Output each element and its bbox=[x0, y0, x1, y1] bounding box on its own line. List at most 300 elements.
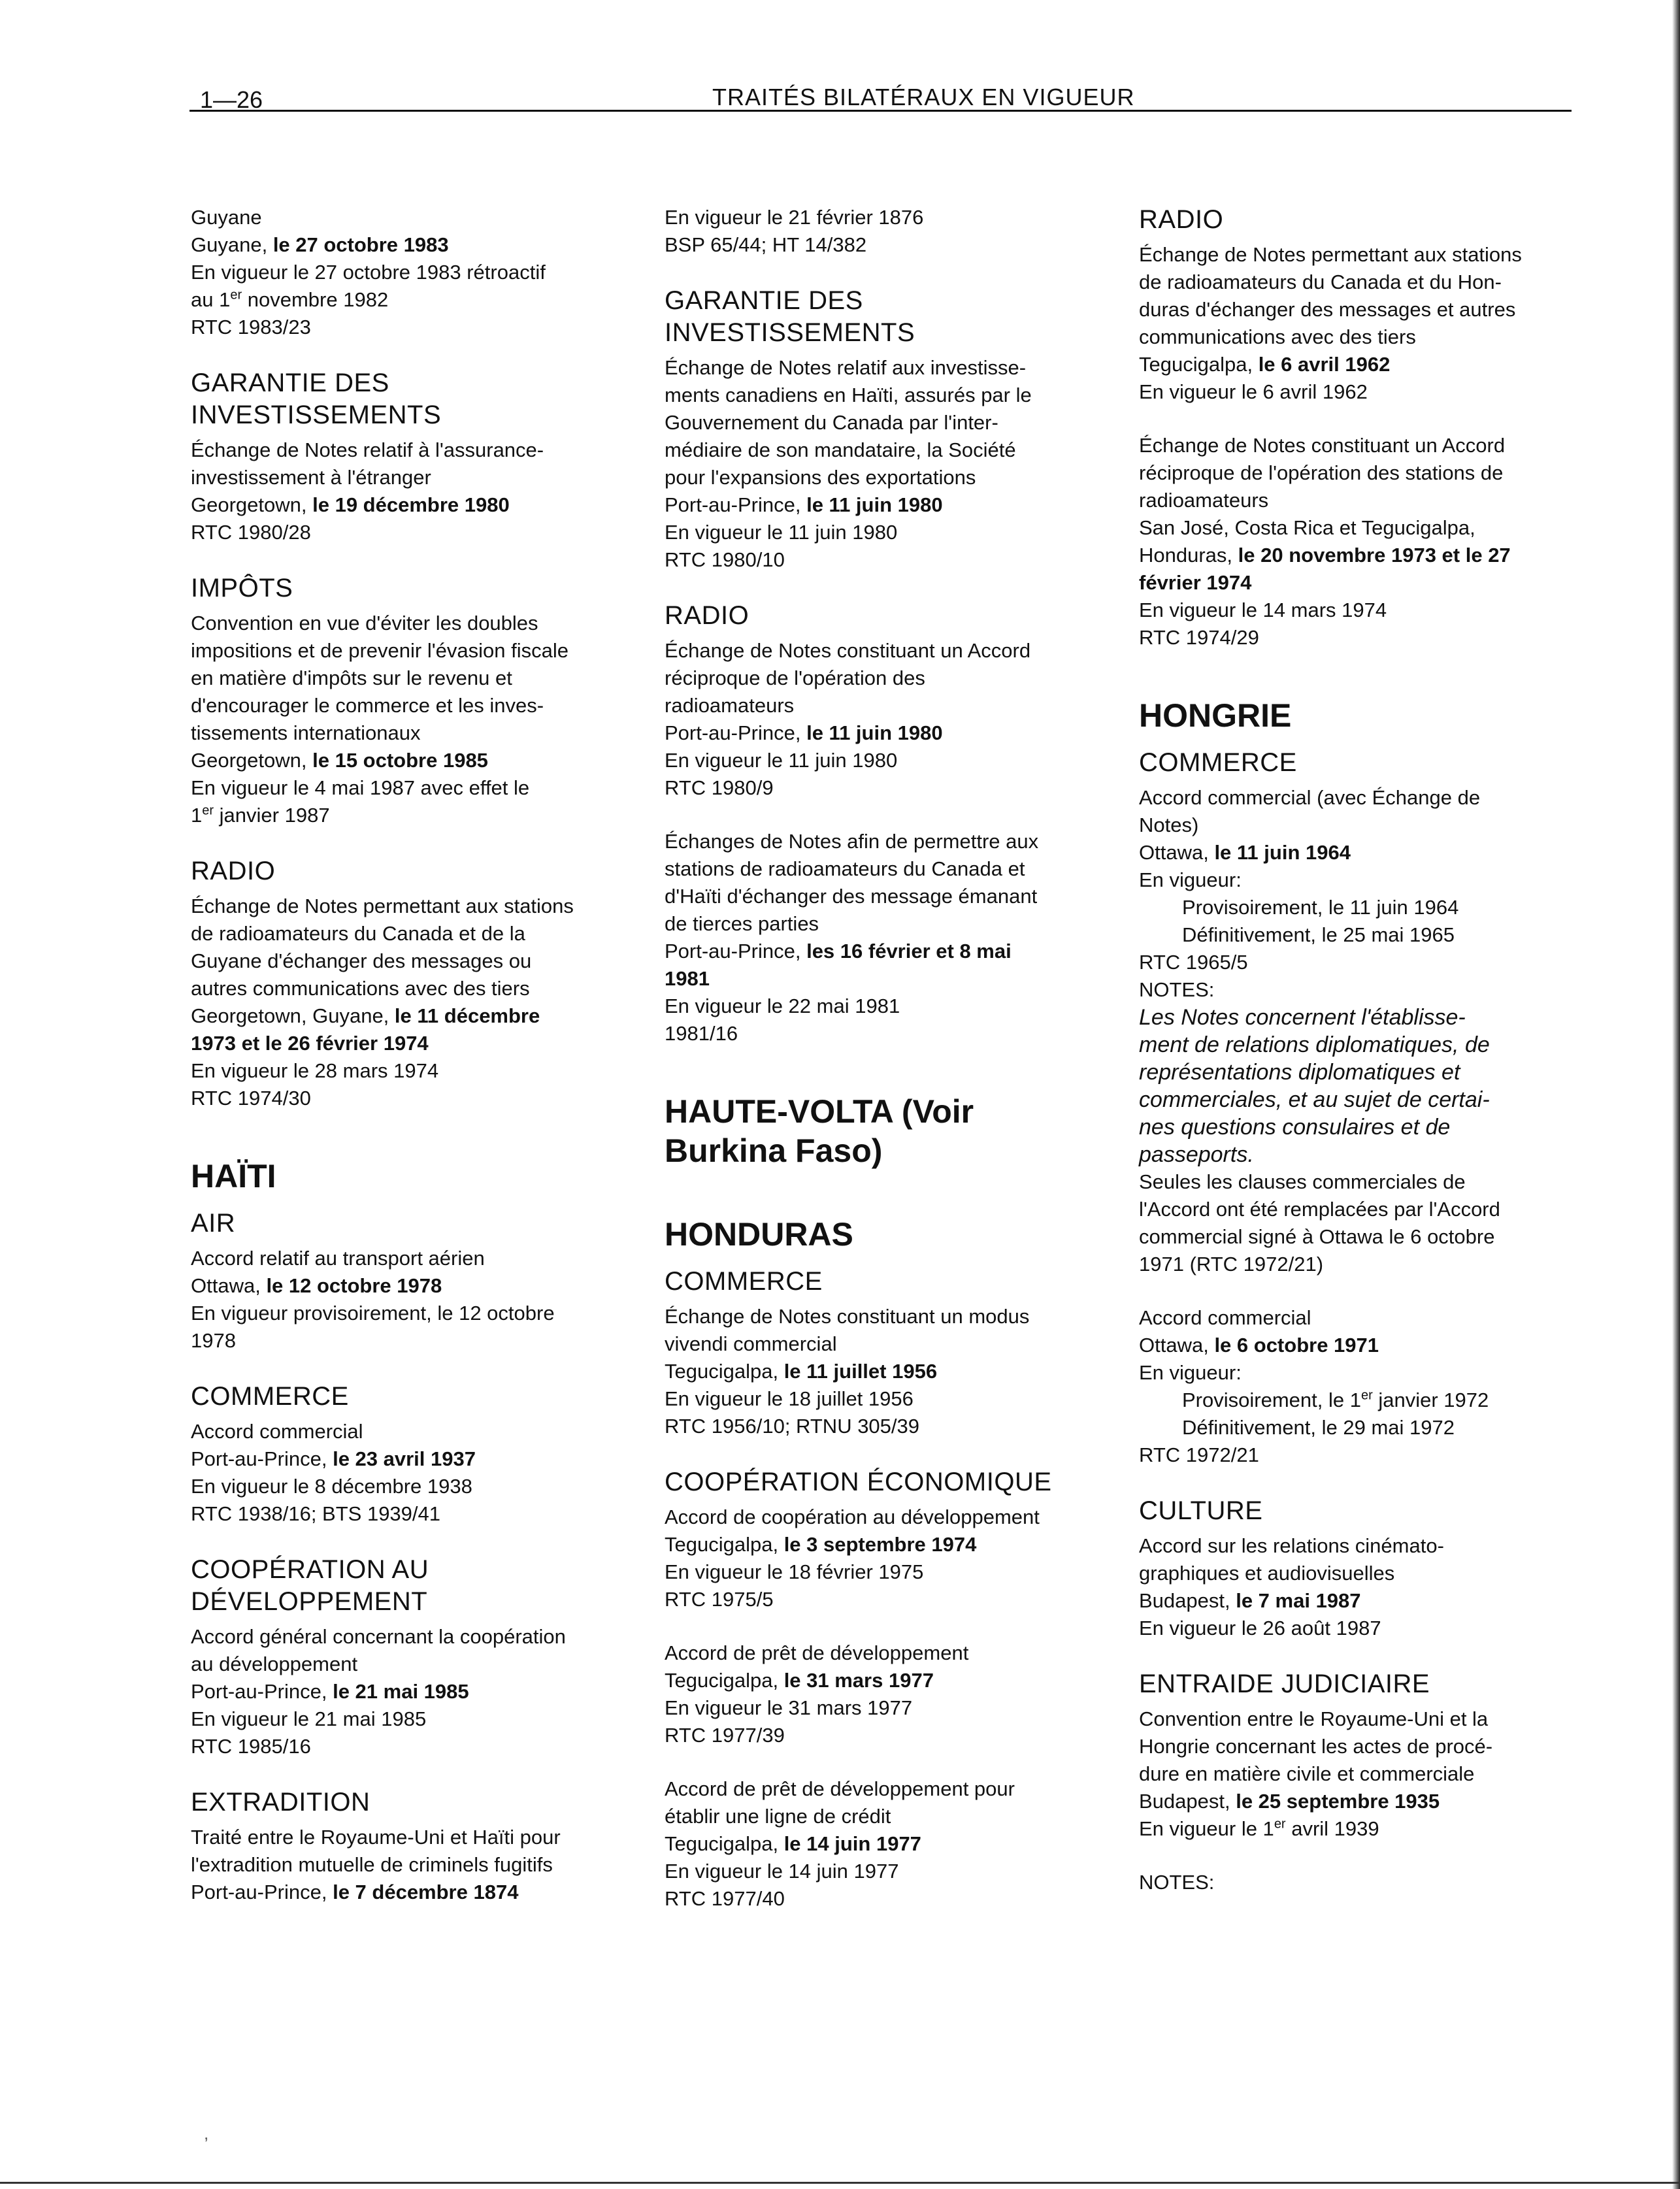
entry-line bbox=[1139, 1587, 1583, 1615]
entry-line bbox=[1139, 351, 1583, 378]
line-text: Accord commercial bbox=[191, 1420, 363, 1443]
entry-line bbox=[665, 204, 1115, 231]
entry-line bbox=[191, 491, 648, 519]
entry-line bbox=[1139, 569, 1583, 597]
entry-line bbox=[191, 464, 648, 491]
entry-line bbox=[191, 231, 648, 259]
line-text: En vigueur le 22 mai 1981 bbox=[665, 995, 900, 1017]
entry-line bbox=[191, 1473, 648, 1500]
entry-line bbox=[665, 665, 1115, 692]
entry-line bbox=[665, 1586, 1115, 1613]
line-text: Provisoirement, le 11 juin 1964 bbox=[1182, 896, 1459, 919]
line-text: Définitivement, le 25 mai 1965 bbox=[1182, 923, 1455, 946]
line-text: impositions et de prevenir l'évasion fiscale bbox=[191, 639, 568, 662]
section-heading bbox=[665, 600, 1115, 632]
treaty-date: le 21 mai 1985 bbox=[333, 1680, 469, 1703]
entry-line bbox=[1139, 1615, 1583, 1642]
treaty-entry bbox=[665, 204, 1115, 259]
entry-line bbox=[1139, 487, 1583, 514]
page-header bbox=[189, 84, 1572, 112]
treaty-date: le 20 novembre 1973 et le 27 bbox=[1238, 544, 1511, 567]
entry-line bbox=[665, 1413, 1115, 1440]
line-text: En vigueur le 28 mars 1974 bbox=[191, 1059, 439, 1082]
entry-line bbox=[665, 747, 1115, 774]
line-text: RTC 1980/9 bbox=[665, 776, 774, 799]
section-heading-line: GARANTIE DES bbox=[665, 286, 863, 315]
entry-line bbox=[1139, 812, 1583, 839]
line-text: ment de relations diplomatiques, de bbox=[1139, 1032, 1490, 1057]
entry-line bbox=[665, 828, 1115, 855]
line-text: Seules les clauses commerciales de bbox=[1139, 1170, 1466, 1193]
page-edge-shadow bbox=[1672, 0, 1680, 2189]
treaty-entry bbox=[191, 204, 648, 341]
treaty-date: le 7 mai 1987 bbox=[1236, 1589, 1361, 1612]
section-heading-line: IMPÔTS bbox=[191, 574, 293, 602]
entry-line bbox=[665, 883, 1115, 910]
margin-mark: , bbox=[204, 2124, 209, 2143]
section-heading bbox=[191, 367, 648, 431]
entry-line bbox=[1139, 624, 1583, 651]
line-text: Échange de Notes permettant aux stations bbox=[191, 895, 574, 917]
entry-line bbox=[1139, 894, 1583, 921]
line-text: En vigueur le 1 bbox=[1139, 1817, 1274, 1840]
line-text: Échange de Notes constituant un Accord bbox=[1139, 434, 1506, 457]
entry-line bbox=[665, 1504, 1115, 1531]
section-heading bbox=[191, 1554, 648, 1618]
ordinal-superscript: er bbox=[202, 803, 214, 818]
line-text: Tegucigalpa, bbox=[665, 1832, 784, 1855]
page-number: 1—26 bbox=[200, 86, 263, 113]
section-heading-line: EXTRADITION bbox=[191, 1788, 371, 1817]
treaty-entry bbox=[1139, 1532, 1583, 1642]
line-text: radioamateurs bbox=[665, 694, 795, 717]
entry-line bbox=[665, 910, 1115, 938]
line-text: Échange de Notes relatif aux investisse- bbox=[665, 356, 1027, 379]
line-text: Guyane bbox=[191, 206, 262, 229]
entry-line bbox=[665, 1775, 1115, 1803]
line-text: Port-au-Prince, bbox=[191, 1881, 333, 1903]
entry-line bbox=[1139, 459, 1583, 487]
line-text: Échanges de Notes afin de permettre aux bbox=[665, 830, 1039, 853]
entry-line bbox=[1139, 1113, 1583, 1141]
treaty-entry bbox=[665, 354, 1115, 574]
line-text: En vigueur: bbox=[1139, 1361, 1242, 1384]
entry-line bbox=[191, 1245, 648, 1272]
line-text: duras d'échanger des messages et autres bbox=[1139, 298, 1516, 321]
line-text: commerciales, et au sujet de certai- bbox=[1139, 1087, 1490, 1112]
entry-line bbox=[1139, 1332, 1583, 1359]
section-heading bbox=[665, 1466, 1115, 1498]
treaty-date: le 3 septembre 1974 bbox=[783, 1533, 977, 1556]
line-text: Échange de Notes relatif à l'assurance- bbox=[191, 438, 544, 461]
treaty-entry bbox=[1139, 784, 1583, 1278]
country-heading-line: HONDURAS bbox=[665, 1216, 853, 1253]
treaty-entry bbox=[191, 1418, 648, 1528]
treaty-date: le 31 mars 1977 bbox=[783, 1669, 934, 1692]
treaty-entry bbox=[665, 1504, 1115, 1613]
entry-line bbox=[665, 409, 1115, 436]
entry-line bbox=[665, 1020, 1115, 1047]
line-text: radioamateurs bbox=[1139, 489, 1269, 512]
treaty-entry bbox=[1139, 1304, 1583, 1469]
line-text: l'extradition mutuelle de criminels fugitifs bbox=[191, 1853, 553, 1876]
treaty-date: le 14 juin 1977 bbox=[783, 1832, 921, 1855]
entry-line bbox=[1139, 1223, 1583, 1251]
line-text: RTC 1974/30 bbox=[191, 1087, 311, 1110]
line-text: Accord de prêt de développement pour bbox=[665, 1777, 1015, 1800]
line-text: stations de radioamateurs du Canada et bbox=[665, 857, 1025, 880]
line-text: nes questions consulaires et de bbox=[1139, 1115, 1451, 1140]
section-heading bbox=[665, 1266, 1115, 1298]
entry-line bbox=[665, 855, 1115, 883]
line-text: En vigueur le 21 mai 1985 bbox=[191, 1707, 427, 1730]
line-text: En vigueur le 6 avril 1962 bbox=[1139, 380, 1368, 403]
line-text: d'Haïti d'échanger des message émanant bbox=[665, 885, 1038, 908]
entry-line bbox=[665, 1667, 1115, 1694]
line-text: Échange de Notes constituant un Accord bbox=[665, 639, 1031, 662]
line-text: En vigueur le 11 juin 1980 bbox=[665, 749, 898, 772]
section-heading bbox=[191, 855, 648, 887]
section-heading-line: COOPÉRATION ÉCONOMIQUE bbox=[665, 1468, 1052, 1496]
line-text: En vigueur le 4 mai 1987 avec effet le bbox=[191, 776, 530, 799]
entry-line bbox=[191, 920, 648, 947]
entry-line bbox=[1139, 296, 1583, 323]
entry-line bbox=[1139, 1196, 1583, 1223]
line-text: établir une ligne de crédit bbox=[665, 1805, 891, 1828]
line-text: RTC 1956/10; RTNU 305/39 bbox=[665, 1415, 920, 1438]
treaty-entry bbox=[191, 1623, 648, 1760]
entry-line bbox=[665, 464, 1115, 491]
treaty-date: le 7 décembre 1874 bbox=[333, 1881, 519, 1903]
entry-line bbox=[1139, 241, 1583, 269]
entry-line bbox=[1139, 1304, 1583, 1332]
line-text: de radioamateurs du Canada et du Hon- bbox=[1139, 271, 1502, 293]
entry-line bbox=[191, 610, 648, 637]
line-text: ments canadiens en Haïti, assurés par le bbox=[665, 384, 1032, 406]
line-text: autres communications avec des tiers bbox=[191, 977, 530, 1000]
entry-line bbox=[665, 1358, 1115, 1385]
entry-line bbox=[1139, 1441, 1583, 1469]
entry-line bbox=[1139, 514, 1583, 542]
country-heading bbox=[191, 1157, 648, 1196]
entry-line bbox=[665, 1639, 1115, 1667]
line-text: Georgetown, Guyane, bbox=[191, 1004, 395, 1027]
entry-line bbox=[665, 1694, 1115, 1722]
entry-line bbox=[1139, 839, 1583, 866]
entry-line bbox=[665, 546, 1115, 574]
entry-line bbox=[191, 1705, 648, 1733]
ordinal-superscript: er bbox=[230, 288, 242, 303]
country-heading-line: HONGRIE bbox=[1139, 697, 1292, 734]
line-text: RTC 1980/10 bbox=[665, 548, 785, 571]
line-text: réciproque de l'opération des stations de bbox=[1139, 461, 1504, 484]
treaty-date: 1973 et le 26 février 1974 bbox=[191, 1032, 429, 1055]
treaty-entry bbox=[191, 436, 648, 546]
entry-line bbox=[191, 1002, 648, 1030]
treaty-date: février 1974 bbox=[1139, 571, 1252, 594]
section-heading bbox=[1139, 747, 1583, 779]
entry-line bbox=[1139, 378, 1583, 406]
line-text: Georgetown, bbox=[191, 493, 313, 516]
line-text: d'encourager le commerce et les inves- bbox=[191, 694, 544, 717]
section-heading bbox=[191, 1381, 648, 1413]
entry-line bbox=[1139, 1815, 1583, 1843]
section-heading-line: INVESTISSEMENTS bbox=[191, 401, 442, 429]
line-text: passeports. bbox=[1139, 1142, 1254, 1167]
entry-line bbox=[665, 1803, 1115, 1830]
entry-line bbox=[191, 1085, 648, 1112]
treaty-date: le 11 décembre bbox=[394, 1004, 540, 1027]
entry-line bbox=[191, 692, 648, 719]
line-text: Accord de coopération au développement bbox=[665, 1506, 1040, 1528]
line-text: RTC 1977/40 bbox=[665, 1887, 785, 1910]
line-text: Les Notes concernent l'établisse- bbox=[1139, 1005, 1466, 1030]
line-text: Échange de Notes constituant un modus bbox=[665, 1305, 1030, 1328]
section-heading bbox=[191, 572, 648, 604]
line-text: Port-au-Prince, bbox=[191, 1680, 333, 1703]
treaty-entry bbox=[665, 1303, 1115, 1440]
treaty-date: les 16 février et 8 mai bbox=[806, 940, 1012, 963]
entry-line bbox=[1139, 921, 1583, 949]
line-text: RTC 1938/16; BTS 1939/41 bbox=[191, 1502, 441, 1525]
line-text: 1971 (RTC 1972/21) bbox=[1139, 1253, 1324, 1276]
country-heading bbox=[1139, 696, 1583, 735]
treaty-entry bbox=[191, 1245, 648, 1355]
treaty-date: le 19 décembre 1980 bbox=[312, 493, 510, 516]
line-text: NOTES: bbox=[1139, 978, 1215, 1001]
section-heading-line: GARANTIE DES bbox=[191, 369, 389, 397]
line-text: RTC 1985/16 bbox=[191, 1735, 311, 1758]
entry-line bbox=[1139, 1733, 1583, 1760]
entry-line bbox=[191, 1623, 648, 1651]
line-text: pour l'expansions des exportations bbox=[665, 466, 976, 489]
section-heading-line: COOPÉRATION AU bbox=[191, 1555, 429, 1584]
entry-line bbox=[665, 436, 1115, 464]
treaty-date: le 23 avril 1937 bbox=[333, 1447, 476, 1470]
line-text: Budapest, bbox=[1139, 1589, 1236, 1612]
line-text: au 1 bbox=[191, 288, 231, 311]
treaty-entry bbox=[1139, 1705, 1583, 1843]
section-heading bbox=[665, 285, 1115, 349]
treaty-entry bbox=[1139, 1869, 1583, 1896]
line-text: Convention en vue d'éviter les doubles bbox=[191, 612, 538, 634]
line-text: En vigueur provisoirement, le 12 octobre bbox=[191, 1302, 555, 1325]
treaty-date: le 11 juin 1980 bbox=[806, 493, 943, 516]
entry-line bbox=[665, 1385, 1115, 1413]
line-text: tissements internationaux bbox=[191, 721, 421, 744]
line-text: commercial signé à Ottawa le 6 octobre bbox=[1139, 1225, 1495, 1248]
entry-line bbox=[1139, 1788, 1583, 1815]
line-text: janvier 1972 bbox=[1372, 1389, 1489, 1411]
section-heading-line: INVESTISSEMENTS bbox=[665, 318, 915, 347]
entry-line bbox=[191, 802, 648, 829]
entry-line bbox=[191, 1418, 648, 1445]
country-heading bbox=[665, 1215, 1115, 1254]
entry-line bbox=[1139, 976, 1583, 1004]
line-text: En vigueur le 18 juillet 1956 bbox=[665, 1387, 914, 1410]
entry-line bbox=[665, 1830, 1115, 1858]
entry-line bbox=[191, 1445, 648, 1473]
bottom-rule bbox=[0, 2182, 1680, 2184]
country-heading-line: HAÏTI bbox=[191, 1158, 276, 1194]
entry-line bbox=[1139, 1059, 1583, 1086]
line-text: Tegucigalpa, bbox=[1139, 353, 1259, 376]
line-text: Définitivement, le 29 mai 1972 bbox=[1182, 1416, 1455, 1439]
entry-line bbox=[1139, 866, 1583, 894]
entry-line bbox=[665, 637, 1115, 665]
line-text: de tierces parties bbox=[665, 912, 819, 935]
line-text: En vigueur le 14 juin 1977 bbox=[665, 1860, 899, 1883]
line-text: En vigueur le 26 août 1987 bbox=[1139, 1617, 1381, 1639]
line-text: En vigueur: bbox=[1139, 868, 1242, 891]
line-text: réciproque de l'opération des bbox=[665, 667, 925, 689]
column-2 bbox=[665, 204, 1115, 1939]
line-text: au développement bbox=[191, 1653, 358, 1675]
section-heading bbox=[1139, 1668, 1583, 1700]
treaty-date: le 11 juillet 1956 bbox=[783, 1360, 938, 1383]
line-text: graphiques et audiovisuelles bbox=[1139, 1562, 1395, 1585]
line-text: médiaire de son mandataire, la Société bbox=[665, 438, 1016, 461]
line-text: avril 1939 bbox=[1285, 1817, 1379, 1840]
line-text: Ottawa, bbox=[1139, 1334, 1215, 1357]
line-text: vivendi commercial bbox=[665, 1332, 837, 1355]
treaty-date: le 25 septembre 1935 bbox=[1236, 1790, 1440, 1813]
line-text: l'Accord ont été remplacées par l'Accord bbox=[1139, 1198, 1500, 1221]
treaty-date: le 6 octobre 1971 bbox=[1214, 1334, 1379, 1357]
section-heading bbox=[191, 1208, 648, 1240]
section-heading-line: RADIO bbox=[191, 857, 276, 885]
entry-line bbox=[665, 1303, 1115, 1330]
line-text: Tegucigalpa, bbox=[665, 1669, 784, 1692]
treaty-date: le 15 octobre 1985 bbox=[312, 749, 488, 772]
line-text: novembre 1982 bbox=[242, 288, 389, 311]
country-heading-line: Burkina Faso) bbox=[665, 1132, 883, 1169]
entry-line bbox=[665, 354, 1115, 382]
entry-line bbox=[191, 204, 648, 231]
line-text: Gouvernement du Canada par l'inter- bbox=[665, 411, 998, 434]
treaty-date: le 11 juin 1964 bbox=[1214, 841, 1351, 864]
entry-line bbox=[191, 719, 648, 747]
entry-line bbox=[665, 1858, 1115, 1885]
entry-line bbox=[1139, 1141, 1583, 1168]
entry-line bbox=[1139, 269, 1583, 296]
line-text: Accord commercial (avec Échange de bbox=[1139, 786, 1481, 809]
treaty-entry bbox=[665, 828, 1115, 1047]
entry-line bbox=[191, 1300, 648, 1327]
entry-line bbox=[191, 975, 648, 1002]
section-heading-line: ENTRAIDE JUDICIAIRE bbox=[1139, 1670, 1430, 1698]
ordinal-superscript: er bbox=[1274, 1817, 1286, 1832]
section-heading-line: COMMERCE bbox=[665, 1267, 823, 1296]
entry-line bbox=[191, 1272, 648, 1300]
line-text: investissement à l'étranger bbox=[191, 466, 431, 489]
line-text: San José, Costa Rica et Tegucigalpa, bbox=[1139, 516, 1475, 539]
entry-line bbox=[191, 1500, 648, 1528]
line-text: Port-au-Prince, bbox=[665, 721, 807, 744]
country-heading-line: HAUTE-VOLTA (Voir bbox=[665, 1093, 974, 1130]
entry-line bbox=[191, 774, 648, 802]
entry-line bbox=[191, 1057, 648, 1085]
ordinal-superscript: er bbox=[1360, 1388, 1373, 1403]
treaty-entry bbox=[665, 637, 1115, 802]
section-heading-line: DÉVELOPPEMENT bbox=[191, 1587, 428, 1616]
line-text: Accord relatif au transport aérien bbox=[191, 1247, 485, 1270]
line-text: de radioamateurs du Canada et de la bbox=[191, 922, 525, 945]
line-text: RTC 1975/5 bbox=[665, 1588, 774, 1611]
section-heading-line: RADIO bbox=[665, 601, 749, 630]
entry-line bbox=[1139, 1168, 1583, 1196]
entry-line bbox=[665, 231, 1115, 259]
entry-line bbox=[1139, 432, 1583, 459]
line-text: Ottawa, bbox=[191, 1274, 267, 1297]
entry-line bbox=[665, 491, 1115, 519]
line-text: Tegucigalpa, bbox=[665, 1360, 784, 1383]
country-heading bbox=[665, 1092, 1115, 1170]
line-text: 1978 bbox=[191, 1329, 236, 1352]
line-text: En vigueur le 31 mars 1977 bbox=[665, 1696, 913, 1719]
line-text: Notes) bbox=[1139, 814, 1199, 836]
line-text: En vigueur le 11 juin 1980 bbox=[665, 521, 898, 544]
entry-line bbox=[191, 1651, 648, 1678]
entry-line bbox=[665, 719, 1115, 747]
entry-line bbox=[1139, 1004, 1583, 1031]
line-text: Provisoirement, le 1 bbox=[1182, 1389, 1361, 1411]
treaty-entry bbox=[665, 1775, 1115, 1913]
entry-line bbox=[1139, 542, 1583, 569]
line-text: En vigueur le 27 octobre 1983 rétroactif bbox=[191, 261, 546, 284]
line-text: Hongrie concernant les actes de procé- bbox=[1139, 1735, 1493, 1758]
entry-line bbox=[1139, 323, 1583, 351]
line-text: 1 bbox=[191, 804, 203, 827]
entry-line bbox=[1139, 784, 1583, 812]
treaty-entry bbox=[1139, 432, 1583, 651]
line-text: 1981/16 bbox=[665, 1022, 738, 1045]
entry-line bbox=[1139, 1086, 1583, 1113]
entry-line bbox=[665, 1722, 1115, 1749]
section-heading-line: RADIO bbox=[1139, 205, 1224, 234]
entry-line bbox=[191, 259, 648, 286]
section-heading-line: CULTURE bbox=[1139, 1496, 1263, 1525]
line-text: Échange de Notes permettant aux stations bbox=[1139, 243, 1522, 266]
line-text: Accord général concernant la coopération bbox=[191, 1625, 566, 1648]
section-heading bbox=[1139, 204, 1583, 236]
treaty-date: le 11 juin 1980 bbox=[806, 721, 943, 744]
entry-line bbox=[1139, 1414, 1583, 1441]
line-text: Port-au-Prince, bbox=[191, 1447, 333, 1470]
section-heading bbox=[191, 1786, 648, 1819]
treaty-date: 1981 bbox=[665, 967, 710, 990]
line-text: Guyane, bbox=[191, 233, 273, 256]
line-text: Convention entre le Royaume-Uni et la bbox=[1139, 1707, 1489, 1730]
line-text: communications avec des tiers bbox=[1139, 325, 1416, 348]
entry-line bbox=[191, 1678, 648, 1705]
entry-line bbox=[191, 1824, 648, 1851]
entry-line bbox=[665, 1531, 1115, 1558]
line-text: Tegucigalpa, bbox=[665, 1533, 784, 1556]
line-text: Honduras, bbox=[1139, 544, 1238, 567]
line-text: RTC 1980/28 bbox=[191, 521, 311, 544]
column-3 bbox=[1139, 204, 1583, 1922]
line-text: Traité entre le Royaume-Uni et Haïti pour bbox=[191, 1826, 561, 1849]
entry-line bbox=[191, 1733, 648, 1760]
treaty-entry bbox=[1139, 241, 1583, 406]
section-heading-line: COMMERCE bbox=[1139, 748, 1297, 777]
entry-line bbox=[1139, 1359, 1583, 1387]
entry-line bbox=[191, 947, 648, 975]
entry-line bbox=[191, 665, 648, 692]
line-text: En vigueur le 21 février 1876 bbox=[665, 206, 924, 229]
entry-line bbox=[665, 382, 1115, 409]
